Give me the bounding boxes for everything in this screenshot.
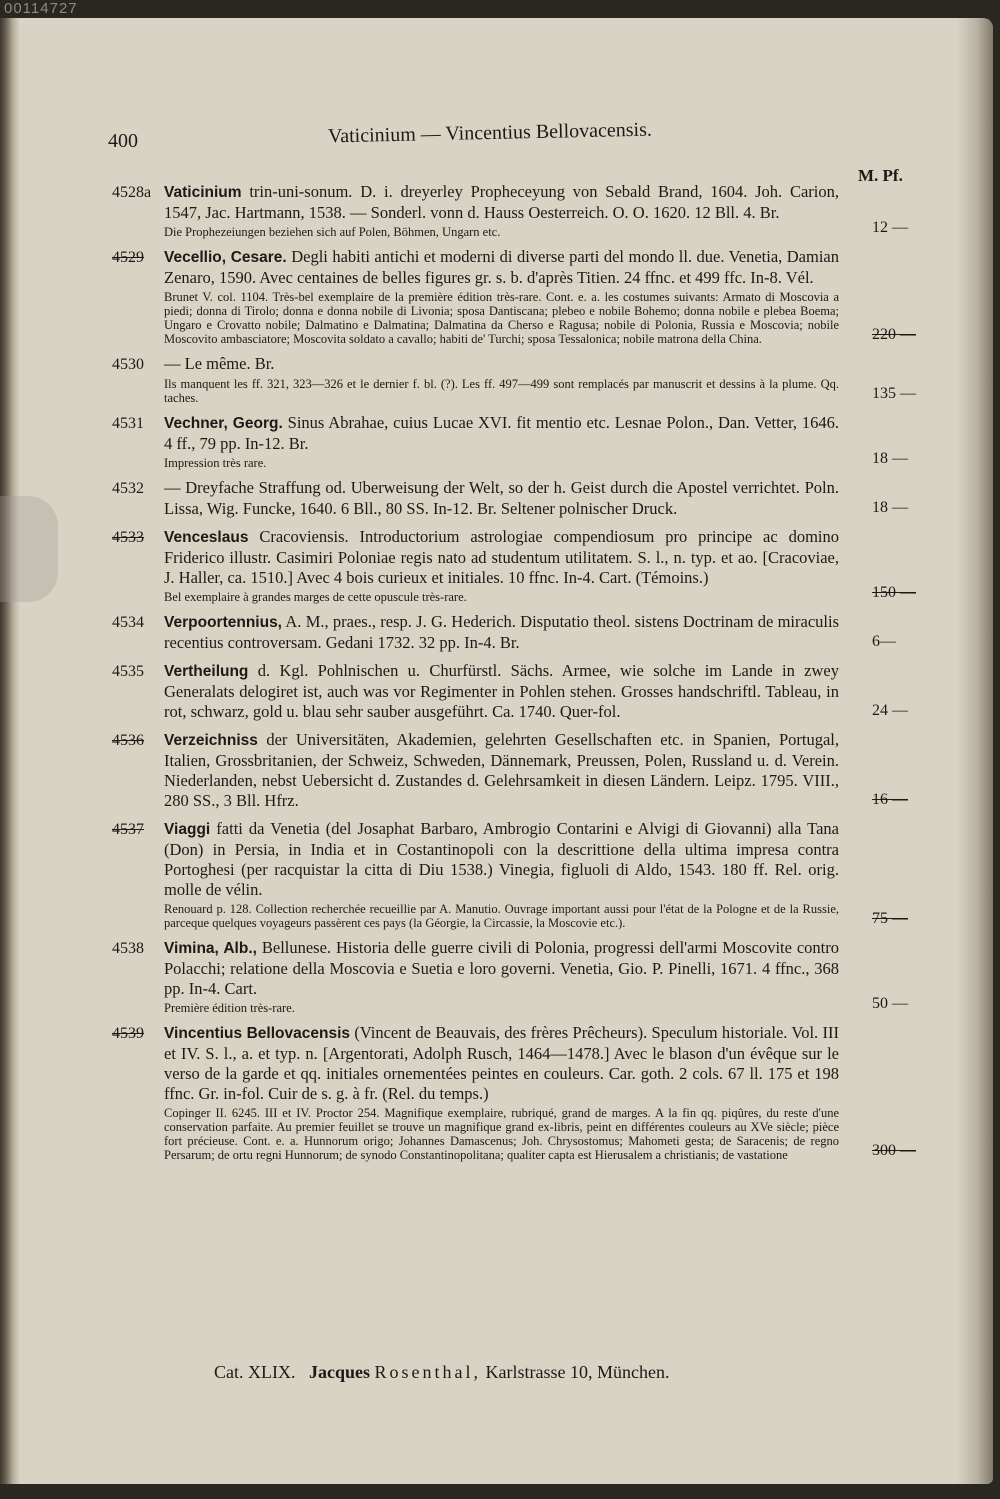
- entry-text: Degli habiti antichi et moderni di diverse parti del mondo ll. due. Venetia, Damian Zenaro, 1590. Avec centaines de belles figures gr. s. b. d'après Titien. 24 ffnc. et 499 ffc. In-8. Vél.: [164, 247, 839, 287]
- entry-description: [164, 182, 839, 223]
- entry-number: 4536: [112, 732, 144, 749]
- entry-note: Bel exemplaire à grandes marges de cette opuscule très-rare.: [164, 590, 467, 604]
- entry-description: [164, 354, 839, 375]
- entry-lead: Vechner, Georg.: [164, 415, 283, 432]
- entry-body: [164, 661, 839, 722]
- entry-text: trin-uni-sonum. D. i. dreyerley Propheceyung von Sebald Brand, 1604. Joh. Carion, 1547, Jac. Hartmann, 1538. — Sonderl. vonn d. Hauss Oesterreich. O. O. 1620. 12 Bll. 4. Br.: [164, 182, 839, 222]
- firm-address: Karlstrasse 10, München.: [485, 1362, 670, 1382]
- price-column-header: M. Pf.: [858, 166, 903, 185]
- entry-price: 135 —: [872, 385, 916, 402]
- entry-body: [164, 527, 839, 604]
- page-header: [108, 112, 828, 152]
- entry-price: 300 —: [872, 1142, 916, 1159]
- entry-body: [164, 819, 839, 930]
- entry-lead: Vincentius Bellovacensis: [164, 1025, 351, 1042]
- entry-price: 24 —: [872, 702, 908, 719]
- entry-description: [164, 247, 839, 288]
- entry-body: [164, 182, 839, 239]
- entry-lead: Vertheilung: [164, 663, 249, 680]
- entry-text: Sinus Abrahae, cuius Lucae XVI. fit mentio etc. Lesnae Polon., Dan. Vetter, 1646. 4 ff., 79 pp. In-12. Br.: [164, 413, 839, 453]
- entry-lead: Vimina, Alb.,: [164, 940, 257, 957]
- entry-description: [164, 1023, 839, 1104]
- entry-number: 4533: [112, 529, 144, 546]
- firm-first-name: Jacques: [308, 1362, 370, 1382]
- entry-text: Bellunese. Historia delle guerre civili di Polonia, progressi dell'armi Moscovite contro Polacchi; relatione della Moscovia e Suetia e loro governi. Venetia, Gio. P. Pinelli, 1671. 4 ffnc., 368 pp. In-4. Cart.: [164, 938, 839, 998]
- entry-note: Ils manquent les ff. 321, 323—326 et le dernier f. bl. (?). Les ff. 497—499 sont remplacés par manuscrit et dessins à la plume. Qq. taches.: [164, 377, 839, 405]
- entry-lead: Viaggi: [164, 821, 211, 838]
- catalog-entry: [112, 478, 912, 519]
- entry-body: [164, 247, 839, 346]
- entry-number: 4529: [112, 249, 144, 266]
- catalog-entry: [112, 612, 912, 653]
- entry-text: d. Kgl. Pohlnischen u. Churfürstl. Sächs. Armee, wie solche im Lande in zwey Generalats delogiret ist, auch was vor Regimenter in Pohlen stehen. Grosses handschriftl. Tableau, in rot, schwarz, gold u. blau sehr sauber ausgeführt. Ca. 1740. Quer-fol.: [164, 661, 839, 721]
- entry-text: Cracoviensis. Introductorium astrologiae compendiosum pro principe ac domino Friderico illustr. Casimiri Poloniae regis nato ad studentum utilitatem. S. l., n. typ. et ao. [Cracoviae, J. Haller, ca. 1510.] Avec 4 bois curieux et initiales. 10 ffnc. In-4. Cart. (Témoins.): [164, 527, 839, 587]
- catalog-entry: [112, 527, 916, 604]
- scan-corner-label: 00114727: [4, 0, 78, 17]
- entry-note: Brunet V. col. 1104. Très-bel exemplaire de la première édition très-rare. Cont. e. a. les costumes suivants: Armato di Moscovia a piedi; donna di Tirolo; donna e donna nobile di Livonia; sposa Dantiscana; plebeo e nobile Bohemo; donna nobile e plebea Boema; Ungaro e Crovatto nobile; Dalmatino e Dalmatina; Dalmatina da Cherso e Ragusa; nobile di Polonia, Russia e Moscovia; nobile Moscovito ambasciatore; Moscovita soldato a cavallo; habiti de' Turchi; sposa Tessalonica; nobile matrona della China.: [164, 290, 839, 346]
- entry-number: 4535: [112, 663, 144, 680]
- entry-price: 16 —: [872, 791, 908, 808]
- entry-body: [164, 730, 839, 811]
- page-binding-shadow: [0, 18, 20, 1484]
- entry-number: 4531: [112, 415, 144, 432]
- catalog-entry: [112, 1023, 916, 1162]
- page-number: 400: [108, 130, 138, 152]
- entry-price: 18 —: [872, 499, 908, 516]
- entry-body: [164, 938, 839, 1015]
- catalog-entries: [112, 182, 916, 1170]
- entry-lead: Venceslaus: [164, 529, 249, 546]
- firm-last-name: Rosenthal,: [374, 1362, 481, 1382]
- scan-bottom-border: [0, 1484, 1000, 1499]
- page-footer: [214, 1362, 854, 1383]
- entry-text: fatti da Venetia (del Josaphat Barbaro, Ambrogio Contarini e Alvigi di Giovanni) alla Tana (Don) in Persia, in India et in Costantinopoli con la descrittione della ultima impresa contra Portoghesi (per racquistar la citta di Diu 1538.) Vinegia, figluoli di Aldo, 1543. 180 ff. Rel. orig. molle de vélin.: [164, 819, 840, 899]
- entry-price: 50 —: [872, 995, 908, 1012]
- entry-description: [164, 413, 839, 454]
- entry-text: (Vincent de Beauvais, des frères Prêcheurs). Speculum historiale. Vol. III et IV. S. l., a. et typ. n. [Argentorati, Adolph Rusch, 1464—1478.] Avec le blason d'un évêque sur le verso de la garde et qq. initiales ornementées peintes en couleurs. Car. goth. 2 cols. 67 ll. 175 et 198 ffnc. Gr. in-fol. Cuir de s. g. à fr. (Rel. du temps.): [164, 1023, 840, 1103]
- catalog-entry: [112, 354, 916, 405]
- page-edge-shadow: [957, 18, 993, 1484]
- entry-description: [164, 819, 839, 900]
- entry-note: Renouard p. 128. Collection recherchée recueillie par A. Manutio. Ouvrage important aussi pour l'état de la Pologne et de la Russie, parceque quelques voyageurs passèrent ces pays (la Géorgie, la Circassie, la Moscovie etc.).: [164, 902, 839, 930]
- entry-price: 6—: [872, 633, 896, 650]
- entry-note: Impression très rare.: [164, 456, 267, 470]
- entry-text: — Le même. Br.: [164, 354, 275, 373]
- entry-price: 12 —: [872, 219, 908, 236]
- entry-description: [164, 478, 839, 519]
- entry-body: [164, 612, 839, 653]
- entry-price: 150 —: [872, 584, 916, 601]
- catalog-entry: [112, 938, 912, 1015]
- entry-description: [164, 730, 839, 811]
- entry-description: [164, 612, 839, 653]
- entry-note: Copinger II. 6245. III et IV. Proctor 254. Magnifique exemplaire, rubriqué, grand de marges. A la fin qq. piqûres, du reste d'une conservation parfaite. Au premier feuillet se trouve un magnifique grand ex-libris, peint en différentes couleurs au XVe siècle; pièce fort précieuse. Cont. e. a. Hunnorum origo; Johannes Damascenus; Joh. Chrysostomus; Mahometi gesta; de Saracenis; de regno Persarum; de ortu regni Hunnorum; de synodo Constantinopolitana; qualiter capta est Hierusalem a christianis; de vastatione: [164, 1106, 839, 1162]
- entry-number: 4534: [112, 614, 144, 631]
- entry-lead: Verpoortennius,: [164, 614, 282, 631]
- catalog-number: Cat. XLIX.: [214, 1362, 296, 1382]
- entry-lead: Verzeichniss: [164, 732, 258, 749]
- catalog-entry: [112, 413, 912, 470]
- entry-text: A. M., praes., resp. J. G. Hederich. Disputatio theol. sistens Doctrinam de miraculis recentius controversam. Gedani 1732. 32 pp. In-4. Br.: [164, 612, 839, 652]
- catalog-entry: [112, 182, 912, 239]
- entry-number: 4539: [112, 1025, 144, 1042]
- entry-lead: Vaticinium: [164, 184, 242, 201]
- entry-body: [164, 1023, 839, 1162]
- entry-number: 4538: [112, 940, 144, 957]
- paper-clip-shadow: [0, 496, 58, 602]
- entry-note: Première édition très-rare.: [164, 1001, 295, 1015]
- entry-number: 4530: [112, 356, 144, 373]
- entry-body: [164, 413, 839, 470]
- catalog-entry: [112, 247, 916, 346]
- entry-text: — Dreyfache Straffung od. Uberweisung der Welt, so der h. Geist durch die Apostel verrichtet. Poln. Lissa, Wig. Funcke, 1640. 6 Bll., 80 SS. In-12. Br. Seltener polnischer Druck.: [164, 478, 839, 518]
- entry-description: [164, 527, 839, 588]
- entry-price: 18 —: [872, 450, 908, 467]
- entry-body: [164, 354, 839, 405]
- entry-number: 4528a: [112, 184, 152, 201]
- entry-price: 220 —: [872, 326, 916, 343]
- entry-body: [164, 478, 839, 519]
- running-title: Vaticinium — Vincentius Bellovacensis.: [327, 118, 653, 148]
- entry-note: Die Prophezeiungen beziehen sich auf Polen, Böhmen, Ungarn etc.: [164, 225, 501, 239]
- catalog-entry: [112, 730, 912, 811]
- entry-number: 4537: [112, 821, 144, 838]
- entry-lead: Vecellio, Cesare.: [164, 249, 287, 266]
- entry-description: [164, 661, 839, 722]
- entry-number: 4532: [112, 480, 144, 497]
- catalog-entry: [112, 661, 912, 722]
- catalog-entry: [112, 819, 912, 930]
- entry-text: der Universitäten, Akademien, gelehrten Gesellschaften etc. in Spanien, Portugal, Italien, Grossbritanien, der Schweiz, Schweden, Dännemark, Preussen, Polen, Russland u. d. Verein. Niederlanden, nebst Uebersicht d. Zustandes d. Gelehrsamkeit in diesen Ländern. Leipz. 1795. VIII., 280 SS., 3 Bll. Hfrz.: [164, 730, 840, 810]
- entry-price: 75 —: [872, 910, 908, 927]
- entry-description: [164, 938, 839, 999]
